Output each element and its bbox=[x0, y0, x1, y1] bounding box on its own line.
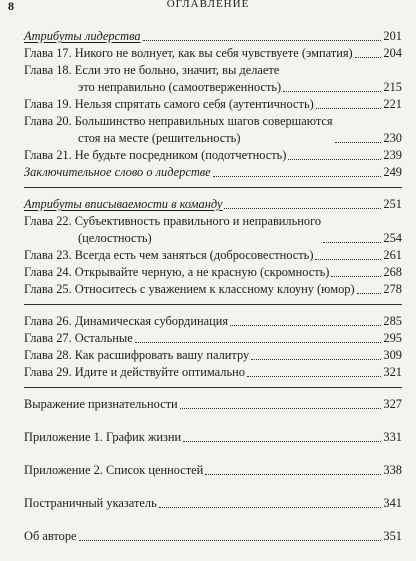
toc-entry-title-line: Глава 24. Открывайте черную, а не красную (скромность) bbox=[24, 265, 330, 279]
toc-section-heading bbox=[24, 28, 402, 45]
dot-leader bbox=[357, 293, 382, 294]
toc-entry-title-line: Приложение 1. График жизни bbox=[24, 430, 182, 444]
toc-entry bbox=[24, 528, 402, 545]
page-number: 8 bbox=[8, 0, 14, 13]
dot-leader bbox=[283, 91, 381, 92]
toc-entry-title-line: Глава 27. Остальные bbox=[24, 331, 133, 345]
dot-leader bbox=[159, 507, 382, 508]
toc-page-number: 268 bbox=[383, 265, 402, 279]
toc-entry-title-continuation: (целостность) bbox=[78, 231, 152, 245]
toc-page-number: 201 bbox=[383, 29, 402, 43]
toc-page-number: 321 bbox=[383, 365, 402, 379]
toc-entry-title bbox=[24, 364, 245, 381]
toc-entry-title-line: Об авторе bbox=[24, 529, 77, 543]
toc-entry bbox=[24, 313, 402, 330]
dot-leader bbox=[183, 441, 381, 442]
toc-entry bbox=[24, 396, 402, 413]
toc-entry-title bbox=[24, 45, 353, 62]
toc-entry-title-line: Выражение признательности bbox=[24, 397, 178, 411]
toc-entry bbox=[24, 462, 402, 479]
toc-entry-title-line: Глава 21. Не будьте посредником (подотчетность) bbox=[24, 148, 287, 162]
toc-page-number: 338 bbox=[383, 463, 402, 477]
toc-entry-title bbox=[24, 113, 333, 147]
toc-entry-title bbox=[24, 264, 329, 281]
toc-entry-title bbox=[24, 528, 77, 545]
toc-page-number: 204 bbox=[383, 46, 402, 60]
dot-leader bbox=[251, 359, 381, 360]
toc-entry-title-continuation: стоя на месте (решительность) bbox=[78, 131, 241, 145]
toc-page-number: 295 bbox=[383, 331, 402, 345]
dot-leader bbox=[335, 142, 382, 143]
toc-entry bbox=[24, 213, 402, 247]
toc-entry bbox=[24, 429, 402, 446]
toc-entry bbox=[24, 281, 402, 298]
toc-entry-title bbox=[24, 213, 321, 247]
toc-page-number: 341 bbox=[383, 496, 402, 510]
toc-page-number: 309 bbox=[383, 348, 402, 362]
toc-entry-title bbox=[24, 147, 286, 164]
toc-section-heading bbox=[24, 196, 402, 213]
dot-leader bbox=[331, 276, 381, 277]
toc-entry-title-line: Глава 22. Субъективность правильного и неправильного bbox=[24, 214, 322, 228]
toc-entry-title-line: Глава 20. Большинство неправильных шагов совершаются bbox=[24, 114, 333, 128]
dot-leader bbox=[315, 259, 381, 260]
toc-page-number: 327 bbox=[383, 397, 402, 411]
toc-page-number: 221 bbox=[383, 97, 402, 111]
toc-entry bbox=[24, 330, 402, 347]
toc-entry-title-line: Глава 18. Если это не больно, значит, вы делаете bbox=[24, 63, 280, 77]
toc-page-number: 351 bbox=[383, 529, 402, 543]
toc-entry-title-line: Глава 26. Динамическая субординация bbox=[24, 314, 229, 328]
dot-leader bbox=[230, 325, 381, 326]
dot-leader bbox=[213, 176, 382, 177]
toc-page-number: 261 bbox=[383, 248, 402, 262]
toc-entry bbox=[24, 62, 402, 96]
toc-entry-title-line: Заключительное слово о лидерстве bbox=[24, 165, 211, 179]
toc-entry-title-line: Глава 23. Всегда есть чем заняться (добросовестность) bbox=[24, 248, 314, 262]
toc-entry-title-line: Атрибуты вписываемости в команду bbox=[24, 197, 223, 211]
toc-page-number: 254 bbox=[383, 231, 402, 245]
dot-leader bbox=[143, 40, 382, 41]
dot-leader bbox=[288, 159, 381, 160]
toc-epilogue-entry bbox=[24, 164, 402, 181]
dot-leader bbox=[224, 208, 381, 209]
table-of-contents bbox=[24, 28, 402, 561]
toc-entry-title bbox=[24, 96, 314, 113]
toc-block-chapters bbox=[24, 313, 402, 381]
toc-entry-title-line: Постраничный указатель bbox=[24, 496, 157, 510]
dot-leader bbox=[316, 108, 382, 109]
dot-leader bbox=[323, 242, 381, 243]
toc-entry-title bbox=[24, 313, 228, 330]
toc-block-team-fit bbox=[24, 196, 402, 298]
dot-leader bbox=[205, 474, 381, 475]
toc-entry bbox=[24, 364, 402, 381]
toc-entry-title-line: Глава 19. Нельзя спрятать самого себя (аутентичность) bbox=[24, 97, 314, 111]
toc-back-matter bbox=[24, 396, 402, 545]
toc-entry bbox=[24, 495, 402, 512]
dot-leader bbox=[247, 376, 381, 377]
toc-page-number: 249 bbox=[383, 165, 402, 179]
toc-entry-title bbox=[24, 462, 203, 479]
dot-leader bbox=[79, 540, 382, 541]
toc-page-number: 215 bbox=[383, 80, 402, 94]
toc-entry-title-line: Приложение 2. Список ценностей bbox=[24, 463, 204, 477]
divider bbox=[24, 387, 402, 388]
toc-entry bbox=[24, 347, 402, 364]
toc-page-number: 251 bbox=[383, 197, 402, 211]
toc-entry bbox=[24, 45, 402, 62]
toc-entry-title bbox=[24, 495, 157, 512]
toc-entry-title bbox=[24, 62, 281, 96]
toc-entry-title bbox=[24, 164, 211, 181]
toc-entry-title-continuation: это неправильно (самоотверженность) bbox=[78, 80, 282, 94]
toc-entry-title-line: Глава 17. Никого не волнует, как вы себя чувствуете (эмпатия) bbox=[24, 46, 353, 60]
toc-entry-title-line: Глава 28. Как расшифровать вашу палитру bbox=[24, 348, 250, 362]
toc-page-number: 230 bbox=[383, 131, 402, 145]
toc-entry-title bbox=[24, 247, 313, 264]
toc-entry-title bbox=[24, 330, 133, 347]
toc-entry-title bbox=[24, 281, 355, 298]
toc-page-number: 331 bbox=[383, 430, 402, 444]
toc-entry bbox=[24, 147, 402, 164]
toc-entry bbox=[24, 247, 402, 264]
toc-entry-title bbox=[24, 196, 222, 213]
divider bbox=[24, 304, 402, 305]
dot-leader bbox=[180, 408, 382, 409]
toc-entry-title-line: Глава 25. Относитесь с уважением к классному клоуну (юмор) bbox=[24, 282, 355, 296]
toc-entry-title-line: Глава 29. Идите и действуйте оптимально bbox=[24, 365, 245, 379]
page-header bbox=[0, 0, 416, 14]
toc-entry-title bbox=[24, 429, 181, 446]
toc-entry-title-line: Атрибуты лидерства bbox=[24, 29, 141, 43]
running-title: ОГЛАВЛЕНИЕ bbox=[166, 0, 250, 10]
toc-entry-title bbox=[24, 396, 178, 413]
divider bbox=[24, 187, 402, 188]
toc-entry bbox=[24, 96, 402, 113]
toc-page-number: 278 bbox=[383, 282, 402, 296]
toc-page-number: 239 bbox=[383, 148, 402, 162]
toc-entry-title bbox=[24, 28, 141, 45]
dot-leader bbox=[135, 342, 382, 343]
toc-entry bbox=[24, 264, 402, 281]
toc-entry-title bbox=[24, 347, 249, 364]
toc-page-number: 285 bbox=[383, 314, 402, 328]
dot-leader bbox=[355, 57, 382, 58]
toc-block-leadership bbox=[24, 28, 402, 181]
toc-entry bbox=[24, 113, 402, 147]
